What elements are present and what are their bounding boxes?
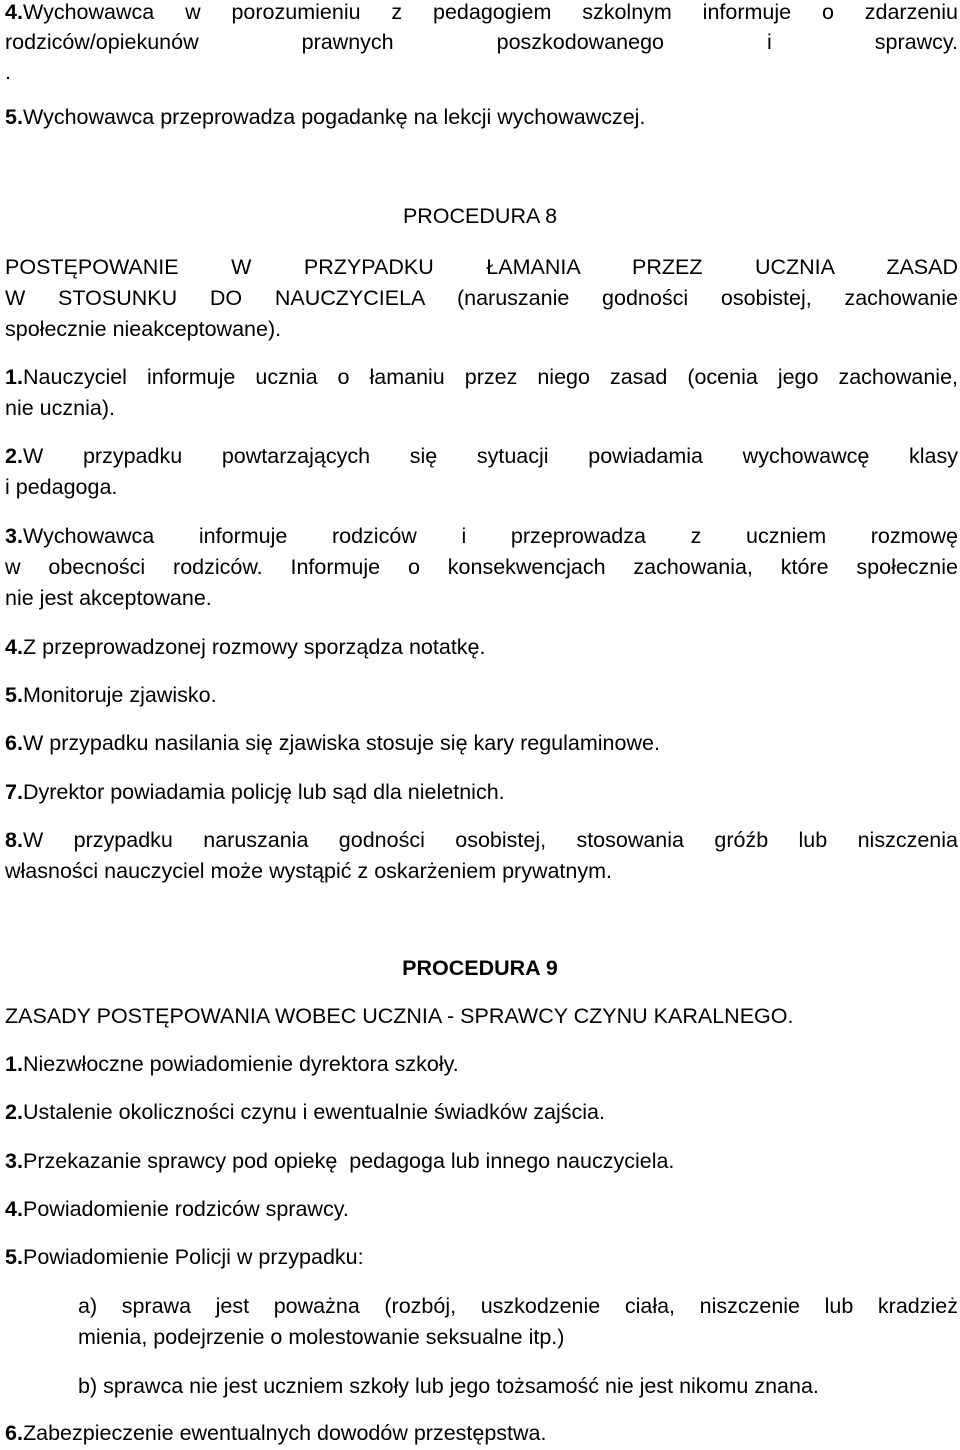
item-text: Wychowawca informuje rodziców i przeprowadza z uczniem rozmowę — [23, 524, 958, 548]
item-number: 4. — [5, 1197, 23, 1221]
procedure-9-heading: ZASADY POSTĘPOWANIA WOBEC UCZNIA - SPRAWCY CZYNU KARALNEGO. — [5, 1004, 794, 1028]
p8-item-2-line-1 — [5, 441, 958, 471]
top-item-4-line-2: rodziców/opiekunów prawnych poszkodowanego i sprawcy. — [5, 30, 958, 54]
item-text: Wychowawca w porozumieniu z pedagogiem szkolnym informuje o zdarzeniu — [23, 0, 958, 24]
p8-item-7 — [5, 777, 958, 807]
p8-item-2-line-2: i pedagoga. — [5, 475, 118, 499]
p9-item-6 — [5, 1418, 958, 1448]
p8-item-6 — [5, 728, 958, 758]
item-number: 1. — [5, 365, 23, 389]
p9-item-2 — [5, 1097, 958, 1127]
item-number: 8. — [5, 828, 23, 852]
item-text: Nauczyciel informuje ucznia o łamaniu przez niego zasad (ocenia jego zachowanie, — [23, 365, 958, 389]
top-item-5 — [5, 102, 958, 132]
item-number: 3. — [5, 1149, 23, 1173]
item-text: Powiadomienie rodziców sprawcy. — [23, 1197, 349, 1221]
item-text: W przypadku nasilania się zjawiska stosuje się kary regulaminowe. — [23, 731, 660, 755]
p9-item-1 — [5, 1049, 958, 1079]
item-number: 2. — [5, 1100, 23, 1124]
p8-item-3-line-3: nie jest akceptowane. — [5, 586, 212, 610]
item-number: 1. — [5, 1052, 23, 1076]
p8-item-8-line-1 — [5, 825, 958, 855]
item-text: Powiadomienie Policji w przypadku: — [23, 1245, 364, 1269]
item-number: 7. — [5, 780, 23, 804]
p9-subitem-a-line-1: a) sprawa jest poważna (rozbój, uszkodzenie ciała, niszczenie lub kradzież — [78, 1294, 958, 1318]
p9-item-5 — [5, 1242, 958, 1272]
item-text: W przypadku naruszania godności osobistej, stosowania gróźb lub niszczenia — [23, 828, 958, 852]
item-text: Zabezpieczenie ewentualnych dowodów przestępstwa. — [23, 1421, 547, 1445]
procedure-9-title: PROCEDURA 9 — [402, 956, 558, 980]
item-number: 5. — [5, 683, 23, 707]
p9-subitem-b: b) sprawca nie jest uczniem szkoły lub jego tożsamość nie jest nikomu znana. — [78, 1374, 819, 1398]
item-number: 5. — [5, 1245, 23, 1269]
item-number: 4. — [5, 635, 23, 659]
p9-item-4 — [5, 1194, 958, 1224]
item-text: W przypadku powtarzających się sytuacji powiadamia wychowawcę klasy — [23, 444, 958, 468]
p8-item-5 — [5, 680, 958, 710]
item-text: Dyrektor powiadamia policję lub sąd dla nieletnich. — [23, 780, 505, 804]
item-text: Wychowawca przeprowadza pogadankę na lekcji wychowawczej. — [23, 105, 646, 129]
p8-item-3-line-2: w obecności rodziców. Informuje o konsekwencjach zachowania, które społecznie — [5, 555, 958, 579]
p8-item-8-line-2: własności nauczyciel może wystąpić z oskarżeniem prywatnym. — [5, 859, 612, 883]
p8-item-4 — [5, 632, 958, 662]
item-text: Niezwłoczne powiadomienie dyrektora szkoły. — [23, 1052, 459, 1076]
item-text: Z przeprowadzonej rozmowy sporządza notatkę. — [23, 635, 486, 659]
p8-item-1-line-2: nie ucznia). — [5, 396, 115, 420]
item-number: 3. — [5, 524, 23, 548]
p8-item-3-line-1 — [5, 521, 958, 551]
procedure-8-heading-line-3: społecznie nieakceptowane). — [5, 317, 282, 341]
p8-item-1-line-1 — [5, 362, 958, 392]
procedure-8-heading-line-2: W STOSUNKU DO NAUCZYCIELA (naruszanie godności osobistej, zachowanie — [5, 286, 958, 310]
item-text: Monitoruje zjawisko. — [23, 683, 217, 707]
item-text: Ustalenie okoliczności czynu i ewentualnie świadków zajścia. — [23, 1100, 605, 1124]
item-number: 6. — [5, 1421, 23, 1445]
p9-item-3 — [5, 1146, 958, 1176]
item-number: 2. — [5, 444, 23, 468]
procedure-8-title: PROCEDURA 8 — [402, 204, 558, 228]
item-number: 5. — [5, 105, 23, 129]
procedure-8-heading-line-1: POSTĘPOWANIE W PRZYPADKU ŁAMANIA PRZEZ UCZNIA ZASAD — [5, 255, 958, 279]
item-number: 6. — [5, 731, 23, 755]
top-item-4-line-3: . — [5, 60, 11, 84]
p9-subitem-a-line-2: mienia, podejrzenie o molestowanie seksualne itp.) — [78, 1325, 565, 1349]
item-text: Przekazanie sprawcy pod opiekę pedagoga lub innego nauczyciela. — [23, 1149, 675, 1173]
item-number: 4. — [5, 0, 23, 24]
top-item-4-line-1 — [5, 0, 958, 27]
